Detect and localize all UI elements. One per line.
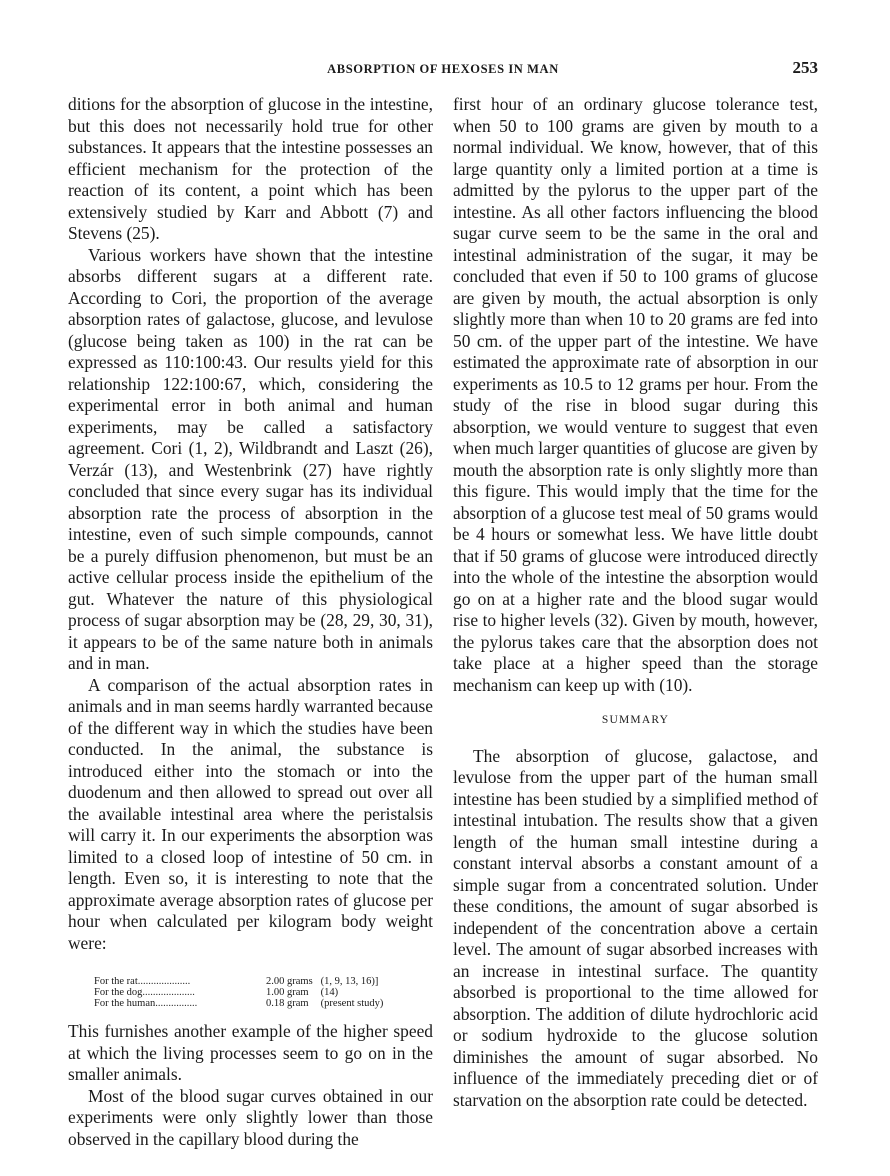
leader-dots: .................... — [142, 987, 195, 998]
paragraph: first hour of an ordinary glucose tolerance test, when 50 to 100 grams are given by mouth to a normal individual. We know, however, that of this large quantity only a limited portion at a time is admitted by the pylorus to the upper part of the intestine. As all other factors influencing the blood sugar curve seem to be the same in the oral and intestinal administration of the sugar, it may be concluded that even if 50 to 100 grams of glucose are given by mouth, the actual absorption is only slightly more than when 10 to 20 grams are fed into 50 cm. of the upper part of the intestine. We have estimated the approximate rate of absorption in our experiments as 10.5 to 12 grams per hour. From the study of the rise in blood sugar during this absorption, we would venture to suggest that even when much larger quantities of glucose are given by mouth the absorption rate is only slightly more than this figure. This would imply that the time for the absorption of a glucose test meal of 50 grams would be 4 hours or somewhat less. We have little doubt that if 50 grams of glucose were introduced directly into the whole of the intestine the absorption would go on at a higher rate and the blood sugar would rise to higher levels (32). Given by mouth, however, the pylorus takes care that the absorption does not take place at a higher speed than the storage mechanism can keep up with (10). — [453, 94, 818, 695]
page-number: 253 — [792, 58, 818, 77]
row-reference: (present study) — [320, 998, 384, 1009]
summary-paragraph: The absorption of glucose, galactose, and levulose from the upper part of the human small intestine has been studied by a simplified method of intestinal intubation. The results show that a given length of the human small intestine during a constant interval absorbs a constant amount of a simple sugar from a concentrated solution. Under these conditions, the amount of sugar absorbed is independent of the concentration above a certain level. The amount of sugar absorbed increases with an increase in intestinal surface. The quantity absorbed is proportional to the time allowed for absorption. The addition of dilute hydrochloric acid or sodium hydroxide to the glucose solution diminishes the amount of sugar absorbed. No influence of the immediately preceding diet or of starvation on the absorption rate could be detected. — [453, 745, 818, 1110]
page-header — [68, 58, 818, 82]
row-reference: (1, 9, 13, 16)] — [320, 976, 379, 987]
row-label: For the human — [94, 998, 156, 1009]
row-label: For the dog — [94, 987, 143, 998]
row-value: 2.00 grams — [266, 976, 313, 987]
leader-dots: .................... — [137, 976, 191, 987]
right-column — [453, 94, 818, 1111]
row-label: For the rat — [94, 976, 138, 987]
paragraph: A comparison of the actual absorption rates in animals and in man seems hardly warranted because of the different way in which the studies have been conducted. In the animal, the substance is introduced either into the stomach or into the duodenum and then allowed to spread out over all the available intestinal area where the peristalsis will carry it. In our experiments the absorption was limited to a closed loop of intestine of 50 cm. in length. Even so, it is interesting to note that the approximate average absorption rates of glucose per hour when calculated per kilogram body weight were: — [68, 674, 433, 953]
row-value: 1.00 gram — [266, 987, 309, 998]
absorption-rates-table — [94, 976, 383, 1009]
table-row — [94, 998, 383, 1009]
leader-dots: ................ — [155, 998, 198, 1009]
row-value: 0.18 gram — [266, 998, 309, 1009]
table-row — [94, 976, 383, 987]
running-title: ABSORPTION OF HEXOSES IN MAN — [327, 62, 559, 76]
paragraph: Most of the blood sugar curves obtained in our experiments were only slightly lower than those observed in the capillary blood during the — [68, 1085, 433, 1149]
paragraph: Various workers have shown that the intestine absorbs different sugars at a different rate. According to Cori, the proportion of the average absorption rates of galactose, glucose, and levulose (glucose being taken as 100) in the rat can be expressed as 110:100:43. Our results yield for this relationship 122:100:67, which, considering the experimental error in both animal and human experiments, may be called a satisfactory agreement. Cori (1, 2), Wildbrandt and Laszt (26), Verzár (13), and Westenbrink (27) have rightly concluded that since every sugar has its individual absorption rate the process of absorption in the intestine, even of such simple compounds, cannot be a purely diffusion phenomenon, but must be an active cellular process inside the epithelium of the gut. Whatever the nature of this physiological process of sugar absorption may be (28, 29, 30, 31), it appears to be of the same nature both in animals and in man. — [68, 244, 433, 673]
section-heading: SUMMARY — [601, 714, 670, 726]
left-column — [68, 94, 433, 1150]
table-row — [94, 987, 383, 998]
paragraph: ditions for the absorption of glucose in the intestine, but this does not necessarily hold true for other substances. It appears that the intestine possesses an efficient mechanism for the protection of the reaction of its content, a point which has been extensively studied by Karr and Abbott (7) and Stevens (25). — [68, 94, 433, 243]
row-reference: (14) — [320, 987, 339, 998]
paragraph: This furnishes another example of the higher speed at which the living processes seem to go on in the smaller animals. — [68, 1021, 433, 1084]
